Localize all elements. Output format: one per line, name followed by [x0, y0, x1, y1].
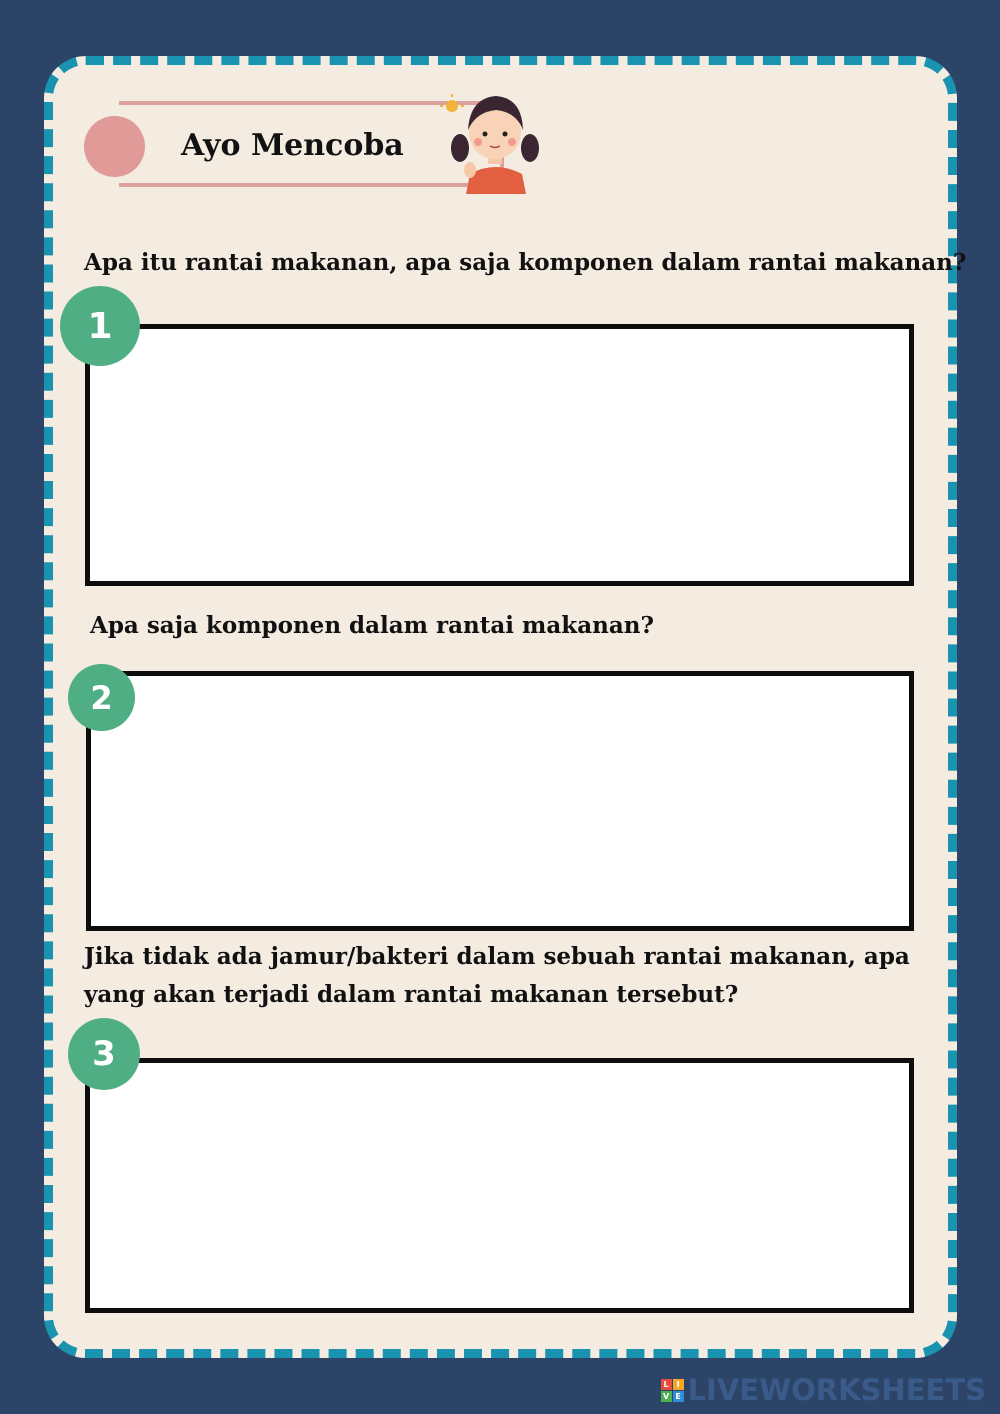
girl-thinking-icon	[440, 86, 544, 194]
answer-box-3[interactable]	[85, 1058, 914, 1313]
question-number-badge-2: 2	[68, 664, 135, 731]
title-dot-decoration	[84, 116, 145, 177]
question-3-text-line-1: Jika tidak ada jamur/bakteri dalam sebuah rantai makanan, apa	[84, 943, 910, 970]
liveworksheets-watermark	[661, 1373, 986, 1407]
question-3-text-line-2: yang akan terjadi dalam rantai makanan tersebut?	[84, 981, 739, 1008]
page-title: Ayo Mencoba	[181, 128, 404, 163]
liveworksheets-logo-icon: L I V E	[661, 1379, 684, 1402]
question-2-text: Apa saja komponen dalam rantai makanan?	[90, 612, 654, 639]
question-number-badge-1: 1	[60, 286, 140, 366]
watermark-text: LIVEWORKSHEETS	[687, 1373, 986, 1407]
answer-box-2[interactable]	[86, 671, 914, 931]
answer-box-1[interactable]	[85, 324, 914, 586]
question-number-badge-3: 3	[68, 1018, 140, 1090]
question-1-text: Apa itu rantai makanan, apa saja komponen dalam rantai makanan?	[84, 249, 967, 276]
